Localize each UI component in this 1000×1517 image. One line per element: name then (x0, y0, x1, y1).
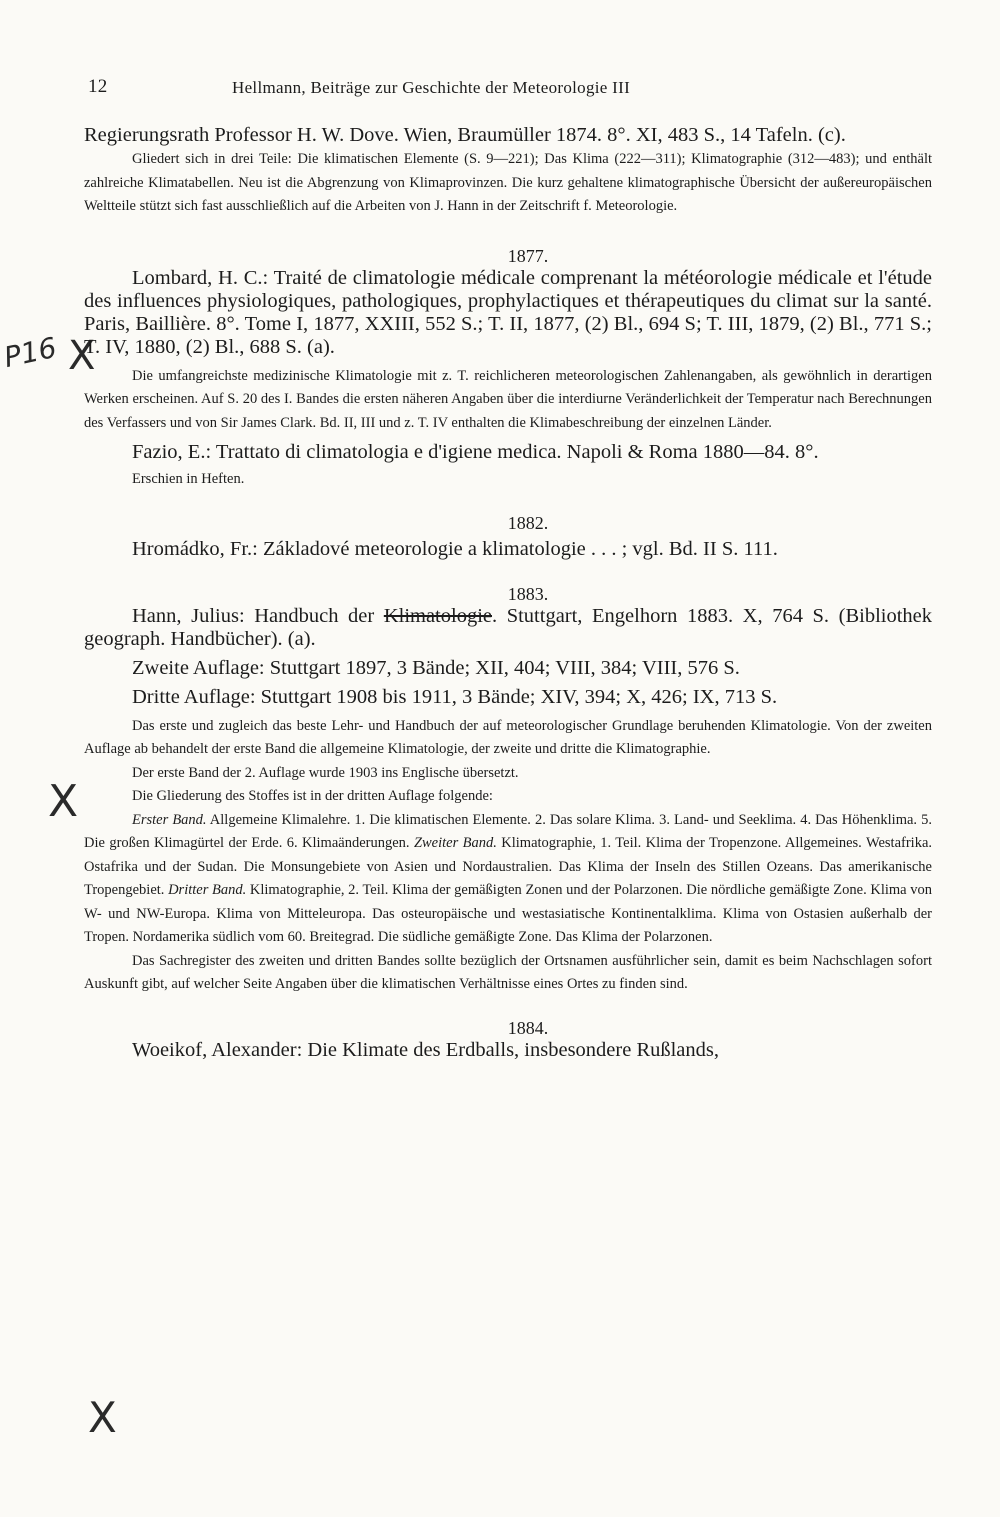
entry-dove: Regierungsrath Professor H. W. Dove. Wien, Braumüller 1874. 8°. XI, 483 S., 14 Tafeln. (c). (84, 124, 846, 146)
year-heading: 1883. (507, 583, 549, 604)
entry-hann-contents (84, 809, 932, 950)
entry-hromadko: Hromádko, Fr.: Základové meteorologie a klimatologie . . . ; vgl. Bd. II S. 111. (132, 537, 778, 560)
page-header (88, 76, 828, 100)
entry-hann-note: Das Sachregister des zweiten und dritten Bandes sollte bezüglich der Ortsnamen ausführlicher sein, damit es beim Nachschlagen sofort Auskunft gibt, auf welcher Seite Angaben über die klimatischen Verhältnisse eines Ortes zu finden sind. (84, 952, 932, 992)
entry-hann-struck-word: Klimatologie (383, 604, 492, 627)
entry-fazio: Fazio, E.: Trattato di climatologia e d'igiene medica. Napoli & Roma 1880—84. 8°. (132, 441, 819, 463)
band-text: Klimatographie, 1. Teil. Klima der Tropenzone. Allgemeines. Westafrika. Ostafrika und der Sudan. Die Monsungebiete von Asien und Nordaustralien. Das Klima der Inseln des Stillen Ozeans. Das amerikanische Tropengebiet. (84, 835, 933, 898)
entry-woeikof: Woeikof, Alexander: Die Klimate des Erdballs, insbesondere Rußlands, (132, 1038, 720, 1061)
entry-hann (84, 605, 932, 651)
band-text: Klimatographie, 2. Teil. Klima der gemäßigten Zonen und der Polarzonen. Die nördliche gemäßigte Zone. Klima von W- und NW-Europa. Klima von Mitteleuropa. Das osteuropäische und westasiatische Kontinentalklima. Klima von Ostasien außerhalb der Tropen. Nordamerika südlich vom 60. Breitegrad. Die südliche gemäßigte Zone. Das Klima der Polarzonen. (84, 882, 932, 945)
year-heading: 1884. (507, 1017, 549, 1038)
handwritten-x-mark: X (48, 776, 79, 827)
year-heading: 1877. (507, 245, 549, 266)
entry-fazio-note: Erschien in Heften. (132, 471, 245, 487)
entry-hann-text-b: . Stuttgart, Engelhorn 1883. X, 764 S. (Bibliothek geograph. Handbücher). (a). (84, 604, 933, 650)
handwritten-x-mark: X (88, 1393, 117, 1442)
entry-hann-note: Das erste und zugleich das beste Lehr- und Handbuch der auf meteorologischer Grundlage beruhenden Klimatologie. Von der zweiten Auflage ab behandelt der erste Band die allgemeine Klimatologie, der zweite und dritte die Klimatographie. (84, 717, 932, 757)
entry-hann-text-a: Hann, Julius: Handbuch der (132, 604, 384, 627)
entry-hann-note: Der erste Band der 2. Auflage wurde 1903 ins Englische übersetzt. (132, 764, 519, 781)
band-label: Dritter Band. (168, 882, 247, 898)
band-text: Allgemeine Klimalehre. 1. Die klimatischen Elemente. 2. Das solare Klima. 3. Land- und Seeklima. 4. Das Höhenklima. 5. Die großen Klimagürtel der Erde. 6. Klimaänderungen. (84, 811, 932, 851)
entry-hann-note: Die Gliederung des Stoffes ist in der dritten Auflage folgende: (132, 788, 493, 804)
band-label: Erster Band. (132, 811, 207, 828)
handwritten-x-mark: X (68, 333, 96, 379)
page-body (84, 124, 932, 1062)
page-number: 12 (88, 76, 108, 97)
entry-dove-note: Gliedert sich in drei Teile: Die klimatischen Elemente (S. 9—221); Das Klima (222—311); Klimatographie (312—483); und enthält zahlreiche Klimatabellen. Neu ist die Abgrenzung von Klimaprovinzen. Die kurz gehaltene klimatographische Übersicht der außereuropäischen Weltteile stützt sich fast ausschließlich auf die Arbeiten von J. Hann in der Zeitschrift f. Meteorologie. (84, 151, 932, 214)
year-heading: 1882. (507, 512, 549, 533)
handwritten-signature-mark: P16 (1, 330, 60, 375)
band-label: Zweiter Band. (413, 835, 497, 851)
entry-lombard: Lombard, H. C.: Traité de climatologie médicale comprenant la météorologie médicale et l'étude des influences physiologiques, pathologiques, prophylactiques et thérapeutiques du climat sur la santé. Paris, Baillière. 8°. Tome I, 1877, XXIII, 552 S.; T. II, 1877, (2) Bl., 694 S; T. III, 1879, (2) Bl., 771 S.; T. IV, 1880, (2) Bl., 688 S. (a). (84, 266, 932, 358)
running-title: Hellmann, Beiträge zur Geschichte der Meteorologie III (232, 78, 631, 97)
entry-hann-third-edition: Dritte Auflage: Stuttgart 1908 bis 1911, 3 Bände; XIV, 394; X, 426; IX, 713 S. (132, 685, 778, 708)
entry-lombard-note: Die umfangreichste medizinische Klimatologie mit z. T. reichlicheren meteorologischen Zahlenangaben, als gewöhnlich in derartigen Werken erscheinen. Auf S. 20 des I. Bandes die ersten näheren Angaben über die interdiurne Veränderlichkeit der Temperatur nach Berechnungen des Verfassers und von Sir James Clark. Bd. II, III und z. T. IV enthalten die Klimabeschreibung der einzelnen Länder. (84, 367, 932, 431)
entry-hann-second-edition: Zweite Auflage: Stuttgart 1897, 3 Bände; XII, 404; VIII, 384; VIII, 576 S. (132, 656, 740, 679)
